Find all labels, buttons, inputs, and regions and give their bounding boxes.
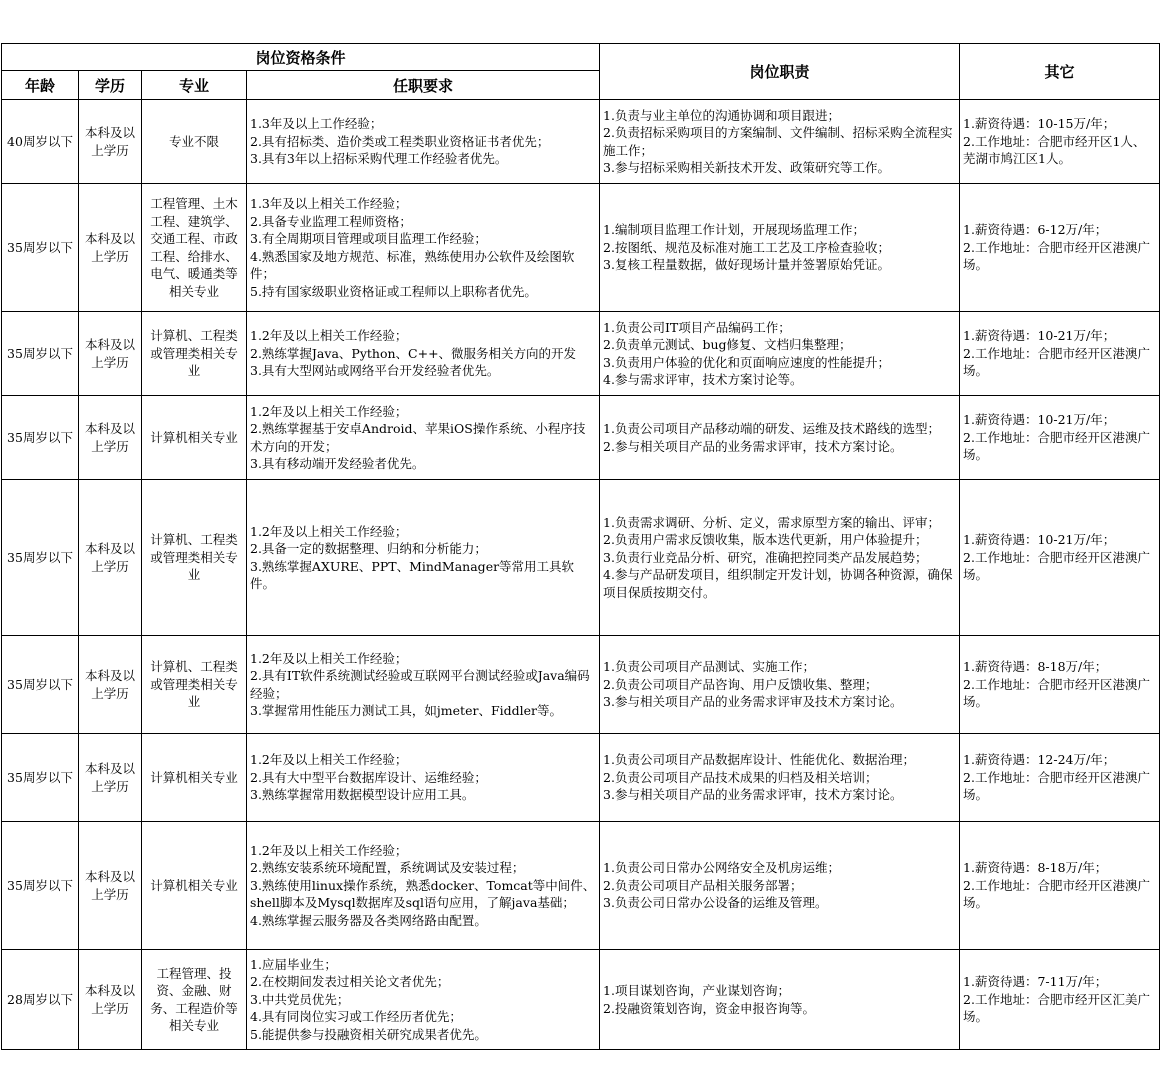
other-cell-line: 2.工作地址：合肥市经开区1人、芜湖市鸠江区1人。 xyxy=(963,133,1146,167)
education-cell: 本科及以上学历 xyxy=(79,480,142,636)
duties-cell xyxy=(600,734,960,822)
duties-cell-line: 1.负责公司日常办公网络安全及机房运维； xyxy=(603,860,840,876)
requirements-cell-line: 5.能提供参与投融资相关研究成果者优先。 xyxy=(250,1026,487,1042)
table-row xyxy=(2,184,1160,312)
other-cell xyxy=(960,480,1160,636)
job-requirements-table xyxy=(1,43,1160,1050)
requirements-cell-line: 1.2年及以上相关工作经验； xyxy=(250,403,408,419)
education-cell: 本科及以上学历 xyxy=(79,184,142,312)
education-cell: 本科及以上学历 xyxy=(79,950,142,1050)
major-cell: 专业不限 xyxy=(142,100,247,184)
education-cell: 本科及以上学历 xyxy=(79,100,142,184)
other-cell-line: 1.薪资待遇：6-12万/年； xyxy=(963,222,1108,238)
age-header: 年龄 xyxy=(2,71,79,100)
age-cell: 35周岁以下 xyxy=(2,396,79,480)
requirements-cell-line: 1.应届毕业生； xyxy=(250,956,337,972)
duties-cell-line: 2.负责公司项目产品咨询、用户反馈收集、整理； xyxy=(603,676,878,692)
requirements-cell xyxy=(247,100,600,184)
education-cell: 本科及以上学历 xyxy=(79,734,142,822)
age-cell: 35周岁以下 xyxy=(2,184,79,312)
duties-cell-line: 2.投融资策划咨询，资金申报咨询等。 xyxy=(603,1000,815,1016)
other-cell-line: 1.薪资待遇：10-21万/年； xyxy=(963,328,1116,344)
education-cell: 本科及以上学历 xyxy=(79,312,142,396)
duties-cell xyxy=(600,822,960,950)
duties-cell-line: 3.负责公司日常办公设备的运维及管理。 xyxy=(603,895,828,911)
requirements-cell-line: 3.具有大型网站或网络平台开发经验者优先。 xyxy=(250,363,500,379)
requirements-cell-line: 2.熟练安装系统环境配置，系统调试及安装过程； xyxy=(250,860,525,876)
other-cell-line: 1.薪资待遇：10-15万/年； xyxy=(963,116,1116,132)
duties-cell-line: 2.参与相关项目产品的业务需求评审，技术方案讨论。 xyxy=(603,438,903,454)
requirements-cell-line: 3.有全周期项目管理或项目监理工作经验； xyxy=(250,231,487,246)
duties-cell xyxy=(600,312,960,396)
requirements-cell-line: 3.中共党员优先； xyxy=(250,991,350,1007)
table-row xyxy=(2,734,1160,822)
requirements-cell xyxy=(247,184,600,312)
other-cell-line: 1.薪资待遇：8-18万/年； xyxy=(963,659,1108,675)
major-cell: 计算机、工程类或管理类相关专业 xyxy=(142,636,247,734)
requirements-cell xyxy=(247,734,600,822)
major-cell: 工程管理、土木工程、建筑学、交通工程、市政工程、给排水、电气、暖通类等相关专业 xyxy=(142,184,247,312)
duties-cell-line: 3.参与招标采购相关新技术开发、政策研究等工作。 xyxy=(603,160,890,175)
other-cell-line: 2.工作地址：合肥市经开区港澳广场。 xyxy=(963,239,1150,273)
duties-cell xyxy=(600,100,960,184)
other-cell-line: 2.工作地址：合肥市经开区港澳广场。 xyxy=(963,549,1150,583)
other-cell-line: 1.薪资待遇：8-18万/年； xyxy=(963,860,1108,876)
requirements-cell xyxy=(247,480,600,636)
duties-cell xyxy=(600,950,960,1050)
requirements-cell-line: 1.2年及以上相关工作经验； xyxy=(250,328,408,344)
other-cell-line: 2.工作地址：合肥市经开区港澳广场。 xyxy=(963,429,1150,463)
requirements-cell-line: 3.具有3年以上招标采购代理工作经验者优先。 xyxy=(250,151,508,167)
duties-cell-line: 2.负责公司项目产品相关服务部署； xyxy=(603,877,803,893)
other-cell xyxy=(960,734,1160,822)
other-cell-line: 2.工作地址：合肥市经开区港澳广场。 xyxy=(963,877,1150,911)
table-row xyxy=(2,312,1160,396)
requirements-cell-line: 3.掌握常用性能压力测试工具，如jmeter、Fiddler等。 xyxy=(250,703,562,718)
requirements-cell-line: 2.在校期间发表过相关论文者优先； xyxy=(250,974,450,990)
table-row xyxy=(2,636,1160,734)
requirements-cell-line: 1.2年及以上相关工作经验； xyxy=(250,842,408,858)
duties-cell xyxy=(600,396,960,480)
table-row xyxy=(2,480,1160,636)
table-row xyxy=(2,950,1160,1050)
requirements-cell xyxy=(247,950,600,1050)
requirements-cell-line: 3.具有移动端开发经验者优先。 xyxy=(250,456,425,471)
other-cell-line: 1.薪资待遇：7-11万/年； xyxy=(963,974,1108,990)
requirements-cell-line: 2.具有IT软件系统测试经验或互联网平台测试经验或Java编码经验； xyxy=(250,668,590,701)
duties-cell xyxy=(600,184,960,312)
duties-cell-line: 1.负责需求调研、分析、定义，需求原型方案的输出、评审； xyxy=(603,514,940,530)
education-cell: 本科及以上学历 xyxy=(79,396,142,480)
age-cell: 35周岁以下 xyxy=(2,636,79,734)
major-cell: 计算机相关专业 xyxy=(142,734,247,822)
other-cell xyxy=(960,822,1160,950)
requirements-cell-line: 1.2年及以上相关工作经验； xyxy=(250,752,408,768)
other-cell xyxy=(960,312,1160,396)
requirements-cell-line: 3.熟练使用linux操作系统，熟悉docker、Tomcat等中间件、shell脚本及Mysql数据库及sql语句应用，了解java基础； xyxy=(250,877,596,911)
duties-cell-line: 4.参与产品研发项目，组织制定开发计划，协调各种资源，确保项目保质按期交付。 xyxy=(603,567,953,600)
duties-cell-line: 2.负责单元测试、bug修复、文档归集整理； xyxy=(603,337,852,352)
duties-cell-line: 1.负责公司IT项目产品编码工作； xyxy=(603,319,791,335)
other-cell-line: 2.工作地址：合肥市经开区港澳广场。 xyxy=(963,345,1150,379)
other-cell-line: 2.工作地址：合肥市经开区港澳广场。 xyxy=(963,769,1150,803)
requirements-cell-line: 1.3年及以上工作经验； xyxy=(250,116,383,132)
requirements-cell-line: 2.熟练掌握基于安卓Android、苹果iOS操作系统、小程序技术方向的开发； xyxy=(250,421,586,454)
major-header: 专业 xyxy=(142,71,247,100)
requirements-cell xyxy=(247,822,600,950)
requirements-cell-line: 2.熟练掌握Java、Python、C++、微服务相关方向的开发 xyxy=(250,345,577,361)
duties-cell-line: 3.负责用户体验的优化和页面响应速度的性能提升； xyxy=(603,354,890,370)
age-cell: 40周岁以下 xyxy=(2,100,79,184)
education-header: 学历 xyxy=(79,71,142,100)
table-row xyxy=(2,396,1160,480)
requirements-cell-line: 3.熟练掌握AXURE、PPT、MindManager等常用工具软件。 xyxy=(250,558,575,591)
duties-cell-line: 2.负责用户需求反馈收集，版本迭代更新，用户体验提升； xyxy=(603,532,928,548)
duties-cell-line: 1.负责公司项目产品数据库设计、性能优化、数据治理； xyxy=(603,752,915,768)
major-cell: 计算机、工程类或管理类相关专业 xyxy=(142,480,247,636)
requirements-cell-line: 2.具备一定的数据整理、归纳和分析能力； xyxy=(250,541,487,556)
major-cell: 计算机相关专业 xyxy=(142,822,247,950)
requirements-cell xyxy=(247,312,600,396)
other-cell xyxy=(960,396,1160,480)
duties-cell-line: 2.按图纸、规范及标准对施工工艺及工序检查验收； xyxy=(603,239,890,255)
requirements-cell-line: 2.具有大中型平台数据库设计、运维经验； xyxy=(250,769,487,785)
major-cell: 计算机相关专业 xyxy=(142,396,247,480)
duties-cell-line: 1.负责公司项目产品测试、实施工作； xyxy=(603,659,815,675)
requirements-cell-line: 1.2年及以上相关工作经验； xyxy=(250,650,408,666)
other-header: 其它 xyxy=(960,44,1160,100)
requirements-cell-line: 4.熟练掌握云服务器及各类网络路由配置。 xyxy=(250,912,487,928)
duties-cell-line: 3.复核工程量数据，做好现场计量并签署原始凭证。 xyxy=(603,257,890,273)
age-cell: 35周岁以下 xyxy=(2,734,79,822)
major-cell: 工程管理、投资、金融、财务、工程造价等相关专业 xyxy=(142,950,247,1050)
duties-cell-line: 4.参与需求评审，技术方案讨论等。 xyxy=(603,372,803,387)
duties-cell-line: 2.负责公司项目产品技术成果的归档及相关培训； xyxy=(603,769,878,785)
age-cell: 35周岁以下 xyxy=(2,822,79,950)
education-cell: 本科及以上学历 xyxy=(79,636,142,734)
table-body xyxy=(2,100,1160,1050)
duties-cell-line: 1.项目谋划咨询，产业谋划咨询； xyxy=(603,983,790,998)
requirements-cell-line: 1.2年及以上相关工作经验； xyxy=(250,523,408,539)
requirements-header: 任职要求 xyxy=(247,71,600,100)
requirements-cell-line: 3.熟练掌握常用数据模型设计应用工具。 xyxy=(250,787,475,803)
other-cell-line: 2.工作地址：合肥市经开区汇美广场。 xyxy=(963,991,1150,1025)
duties-cell-line: 2.负责招标采购项目的方案编制、文件编制、招标采购全流程实施工作； xyxy=(603,125,953,158)
requirements-cell-line: 1.3年及以上相关工作经验； xyxy=(250,196,408,211)
requirements-cell-line: 4.熟悉国家及地方规范、标准，熟练使用办公软件及绘图软件； xyxy=(250,248,575,281)
other-cell xyxy=(960,636,1160,734)
age-cell: 35周岁以下 xyxy=(2,480,79,636)
major-cell: 计算机、工程类或管理类相关专业 xyxy=(142,312,247,396)
age-cell: 35周岁以下 xyxy=(2,312,79,396)
age-cell: 28周岁以下 xyxy=(2,950,79,1050)
requirements-cell-line: 2.具有招标类、造价类或工程类职业资格证书者优先； xyxy=(250,133,550,149)
duties-cell-line: 3.参与相关项目产品的业务需求评审及技术方案讨论。 xyxy=(603,694,903,710)
other-cell xyxy=(960,184,1160,312)
education-cell: 本科及以上学历 xyxy=(79,822,142,950)
duties-cell-line: 3.参与相关项目产品的业务需求评审，技术方案讨论。 xyxy=(603,787,903,803)
qualification-group-header: 岗位资格条件 xyxy=(2,44,600,71)
other-cell xyxy=(960,950,1160,1050)
requirements-cell-line: 5.持有国家级职业资格证或工程师以上职称者优先。 xyxy=(250,283,537,299)
duties-cell xyxy=(600,480,960,636)
requirements-cell-line: 4.具有同岗位实习或工作经历者优先； xyxy=(250,1009,462,1025)
table-row xyxy=(2,822,1160,950)
requirements-cell xyxy=(247,636,600,734)
requirements-cell-line: 2.具备专业监理工程师资格； xyxy=(250,213,412,229)
duties-cell-line: 1.负责与业主单位的沟通协调和项目跟进； xyxy=(603,107,840,123)
other-cell-line: 1.薪资待遇：10-21万/年； xyxy=(963,412,1116,428)
duty-header: 岗位职责 xyxy=(600,44,960,100)
other-cell-line: 2.工作地址：合肥市经开区港澳广场。 xyxy=(963,676,1150,710)
table-row xyxy=(2,100,1160,184)
duties-cell-line: 3.负责行业竞品分析、研究，准确把控同类产品发展趋势； xyxy=(603,549,928,565)
requirements-cell xyxy=(247,396,600,480)
other-cell xyxy=(960,100,1160,184)
other-cell-line: 1.薪资待遇：10-21万/年； xyxy=(963,532,1116,548)
duties-cell-line: 1.编制项目监理工作计划，开展现场监理工作； xyxy=(603,222,865,238)
other-cell-line: 1.薪资待遇：12-24万/年； xyxy=(963,752,1116,768)
duties-cell-line: 1.负责公司项目产品移动端的研发、运维及技术路线的选型； xyxy=(603,421,940,436)
duties-cell xyxy=(600,636,960,734)
